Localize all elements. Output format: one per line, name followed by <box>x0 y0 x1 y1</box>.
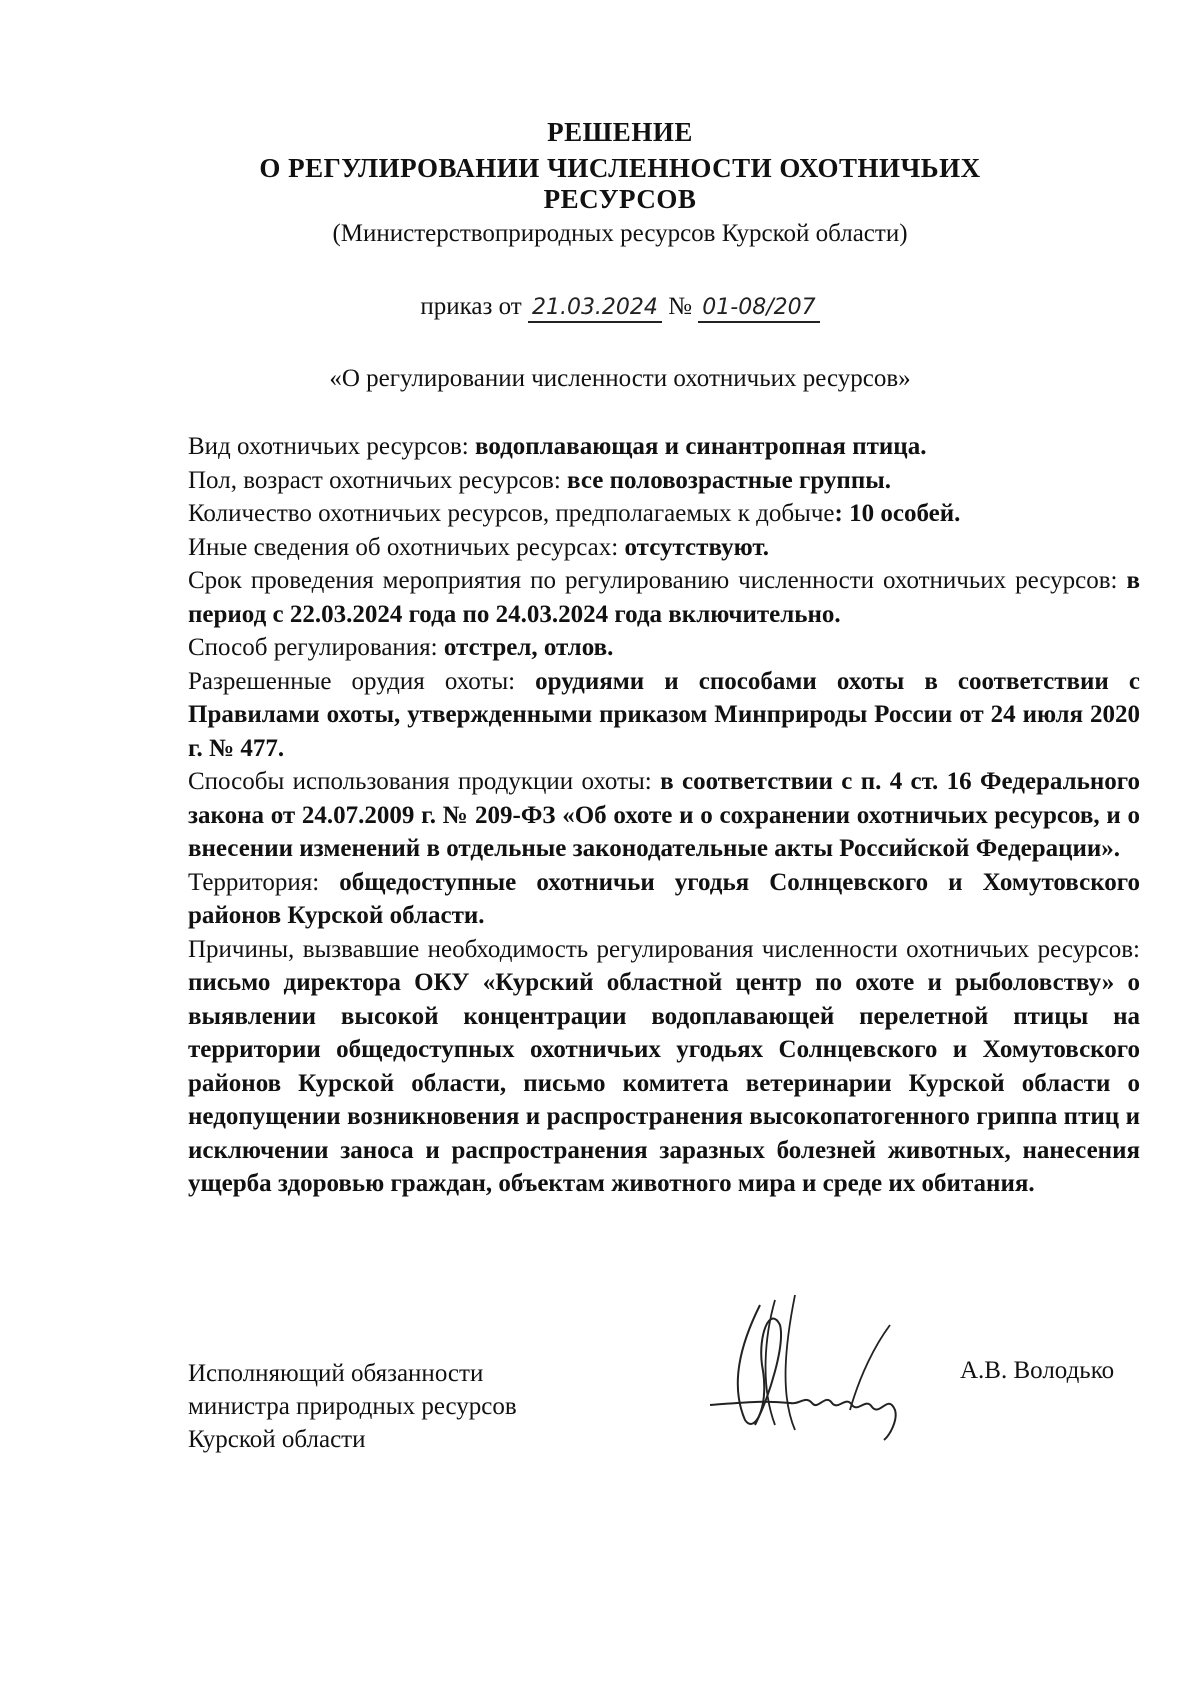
item-label: Иные сведения об охотничьих ресурсах: <box>188 533 625 561</box>
order-title: «О регулировании численности охотничьих ресурсов» <box>329 365 911 392</box>
item-value: отсутствуют. <box>624 533 770 561</box>
item-species <box>188 430 1140 464</box>
document-title: РЕШЕНИЕ <box>547 117 693 147</box>
item-value: водоплавающая и синантропная птица. <box>475 433 927 460</box>
decision-body <box>188 430 1140 1201</box>
item-value: отстрел, отлов. <box>443 634 614 661</box>
item-label: Вид охотничьих ресурсов: <box>188 433 475 460</box>
item-label: Территория: <box>188 868 340 896</box>
item-label: Причины, вызвавшие необходимость регулирования численности охотничьих ресурсов: <box>188 935 1140 963</box>
handwritten-signature <box>700 1285 930 1445</box>
order-prefix: приказ от <box>420 293 522 320</box>
item-label: Количество охотничьих ресурсов, предполагаемых к добыче <box>188 500 835 527</box>
item-value: письмо директора ОКУ «Курский областной центр по охоте и рыболовству» о выявлении высокой концентрации водоплавающей перелетной птицы на территории общедоступных охотничьих угодьях Солнцевского и Хомутовского районов Курской области, письмо комитета ветеринарии Курской области о недопущении возникновения и распространения высокопатогенного гриппа птиц и исключении заноса и распространения заразных болезней животных, нанесения ущерба здоровью граждан, объектам животного мира и среде их обитания. <box>188 969 1140 1197</box>
item-label: Способ регулирования: <box>188 634 444 661</box>
item-value: все половозрастные группы. <box>567 466 892 494</box>
signatory-position <box>188 1357 517 1456</box>
ministry-name: (Министерствоприродных ресурсов Курской области) <box>332 220 908 247</box>
document-subtitle: О РЕГУЛИРОВАНИИ ЧИСЛЕННОСТИ ОХОТНИЧЬИХ РЕСУРСОВ <box>259 153 981 214</box>
item-value: : 10 особей. <box>834 500 961 527</box>
item-value: общедоступные охотничьи угодья Солнцевского и Хомутовского районов Курской области. <box>188 868 1140 929</box>
order-date: 21.03.2024 <box>528 295 662 323</box>
item-period <box>188 564 1140 631</box>
item-value: в период с 22.03.2024 года по 24.03.2024 года включительно. <box>188 567 1140 628</box>
position-line: министра природных ресурсов <box>188 1393 517 1420</box>
item-label: Способы использования продукции охоты: <box>188 768 661 795</box>
item-reasons <box>188 933 1140 1201</box>
item-product-use <box>188 765 1140 866</box>
position-line: Исполняющий обязанности <box>188 1360 484 1387</box>
item-value: орудиями и способами охоты в соответствии с Правилами охоты, утвержденными приказом Минприроды России от 24 июля 2020 г. № 477. <box>188 667 1140 762</box>
item-quantity <box>188 497 1140 531</box>
position-line: Курской области <box>188 1426 366 1453</box>
order-line <box>180 293 1060 323</box>
item-territory <box>188 866 1140 933</box>
order-number-sign: № <box>668 293 693 320</box>
item-label: Разрешенные орудия охоты: <box>188 667 536 695</box>
item-value: в соответствии с п. 4 ст. 16 Федерального закона от 24.07.2009 г. № 209-ФЗ «Об охоте и о сохранении охотничьих ресурсов, и о внесении изменений в отдельные законодательные акты Российской Федерации». <box>188 768 1141 862</box>
item-other-info <box>188 531 1140 565</box>
item-label: Срок проведения мероприятия по регулированию численности охотничьих ресурсов: <box>188 567 1127 594</box>
item-method <box>188 631 1140 665</box>
item-label: Пол, возраст охотничьих ресурсов: <box>188 466 568 494</box>
order-number: 01-08/207 <box>698 295 819 323</box>
item-sex-age <box>188 464 1140 498</box>
item-tools <box>188 665 1140 766</box>
signatory-name: А.В. Володько <box>960 1357 1115 1384</box>
